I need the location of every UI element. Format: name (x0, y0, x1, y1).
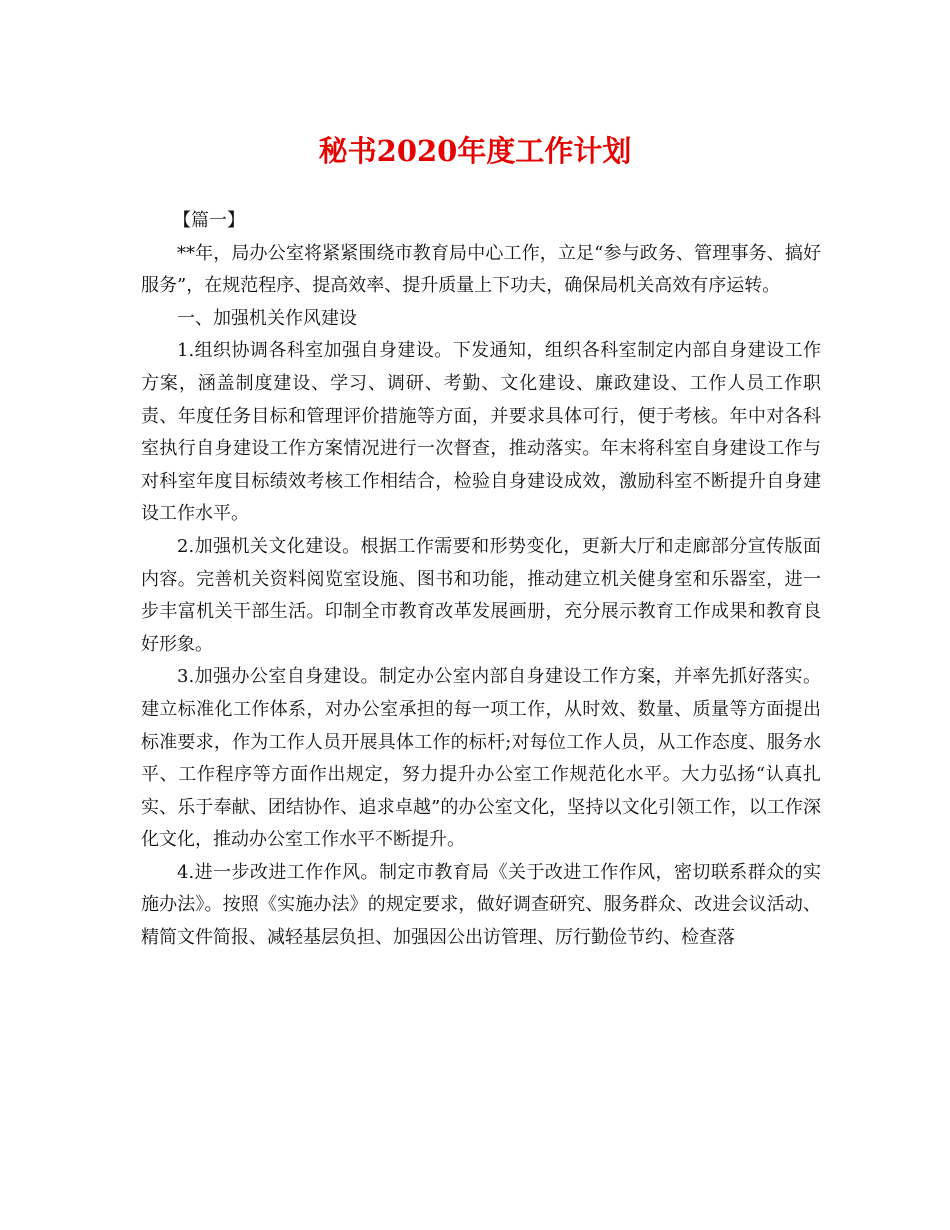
section-tag: 【篇一】 (173, 210, 245, 231)
item-paragraph-3: 3.加强办公室自身建设。制定办公室内部自身建设工作方案，并率先抓好落实。建立标准化工作体系，对办公室承担的每一项工作，从时效、数量、质量等方面提出标准要求，作为工作人员开展具体工作的标杆;对每位工作人员，从工作态度、服务水平、工作程序等方面作出规定，努力提升办公室工作规范化水平。大力弘扬“认真扎实、乐于奉献、团结协作、追求卓越”的办公室文化，坚持以文化引领工作，以工作深化文化，推动办公室工作水平不断提升。 (141, 666, 821, 851)
section-heading: 一、加强机关作风建设 (177, 307, 357, 329)
document-title: 秘书2020年度工作计划 (318, 134, 632, 168)
intro-paragraph: **年，局办公室将紧紧围绕市教育局中心工作，立足“参与政务、管理事务、搞好服务”，在规范程序、提高效率、提升质量上下功夫，确保局机关高效有序运转。 (141, 242, 821, 297)
document-body (141, 205, 821, 955)
item-paragraph-4: 4.进一步改进工作作风。制定市教育局《关于改进工作作风，密切联系群众的实施办法》。按照《实施办法》的规定要求，做好调查研究、服务群众、改进会议活动、精简文件简报、减轻基层负担、加强因公出访管理、厉行勤俭节约、检查落 (141, 861, 821, 949)
item-paragraph-1: 1.组织协调各科室加强自身建设。下发通知，组织各科室制定内部自身建设工作方案，涵盖制度建设、学习、调研、考勤、文化建设、廉政建设、工作人员工作职责、年度任务目标和管理评价措施等方面，并要求具体可行，便于考核。年中对各科室执行自身建设工作方案情况进行一次督查，推动落实。年末将科室自身建设工作与对科室年度目标绩效考核工作相结合，检验自身建设成效，激励科室不断提升自身建设工作水平。 (141, 340, 821, 525)
item-paragraph-2: 2.加强机关文化建设。根据工作需要和形势变化，更新大厅和走廊部分宣传版面内容。完善机关资料阅览室设施、图书和功能，推动建立机关健身室和乐器室，进一步丰富机关干部生活。印制全市教育改革发展画册，充分展示教育工作成果和教育良好形象。 (141, 535, 821, 655)
